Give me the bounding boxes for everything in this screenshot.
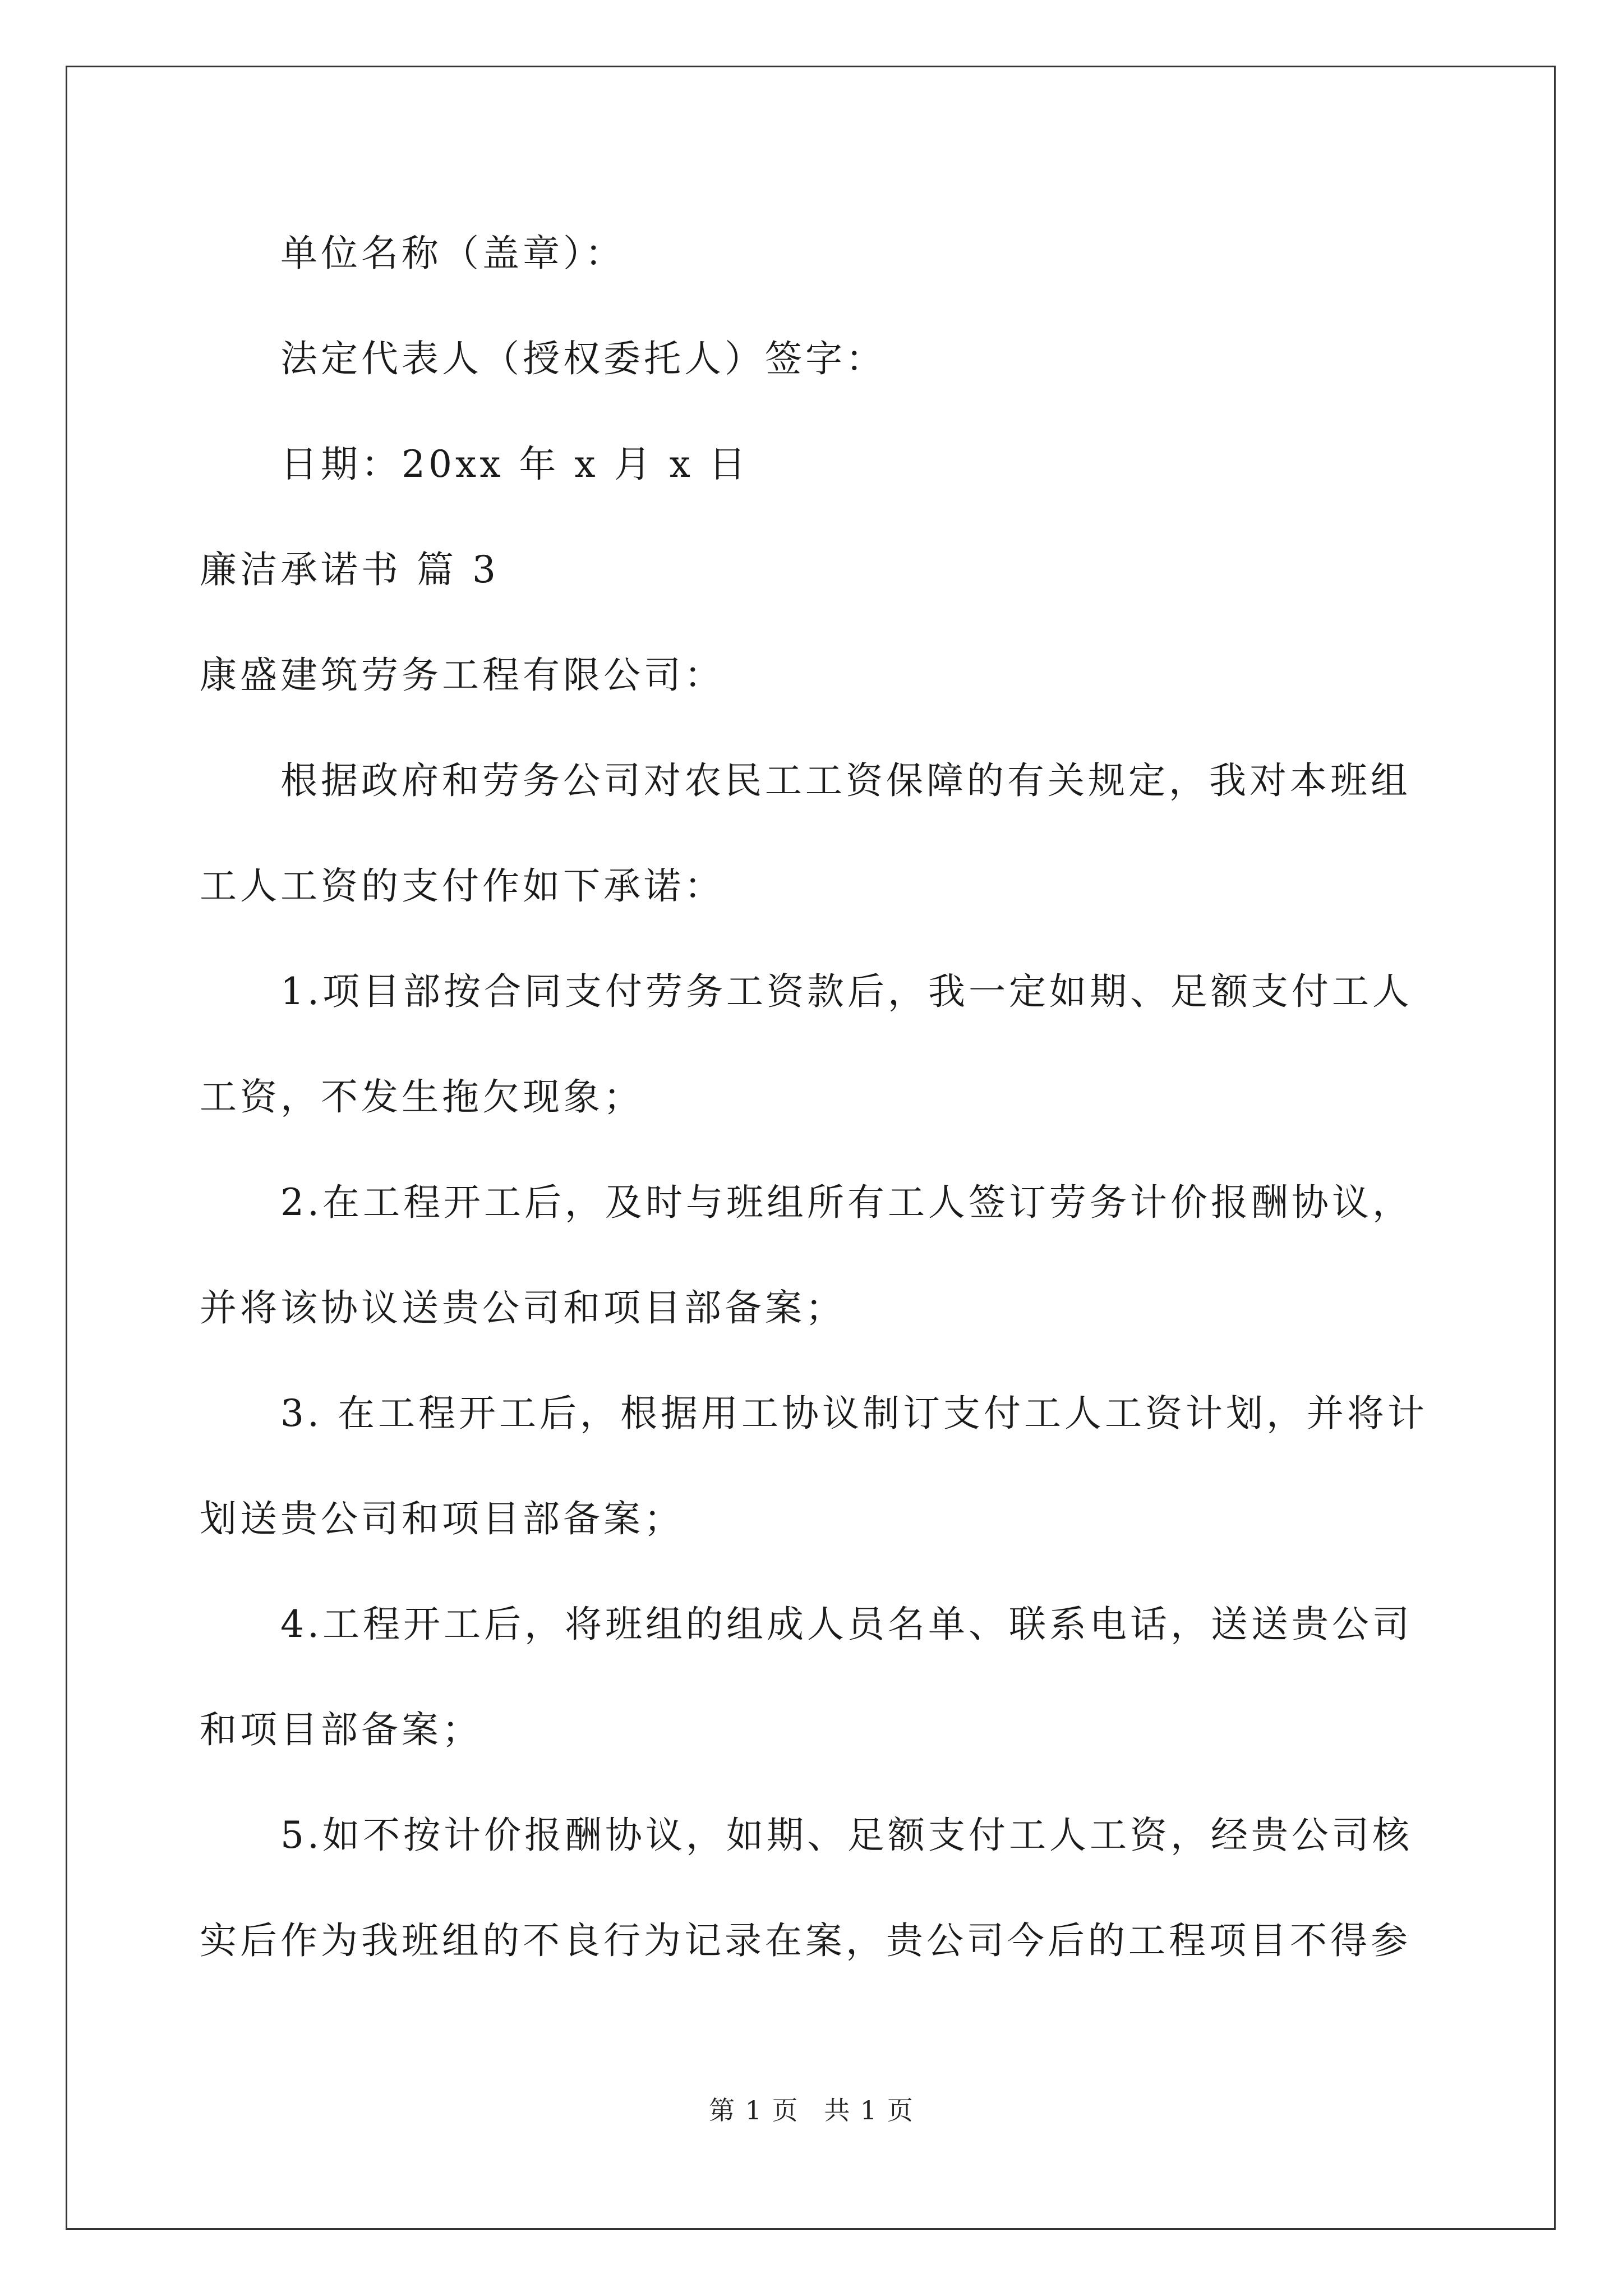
paragraph-line: 和项目部备案； (200, 1708, 482, 1751)
paragraph-line: 并将该协议送贵公司和项目部备案； (200, 1286, 846, 1329)
page-number-total: 共 1 页 (824, 2095, 914, 2125)
paragraph-line: 2.在工程开工后，及时与班组所有工人签订劳务计价报酬协议， (280, 1181, 1413, 1224)
paragraph-line: 工人工资的支付作如下承诺： (200, 864, 725, 908)
page-footer (0, 2093, 1623, 2127)
addressee-line: 康盛建筑劳务工程有限公司： (200, 654, 725, 697)
section-heading: 廉洁承诺书 篇 3 (200, 548, 499, 591)
page-border (66, 66, 1556, 2230)
paragraph-line: 工资，不发生拖欠现象； (200, 1075, 644, 1119)
paragraph-line: 1.项目部按合同支付劳务工资款后，我一定如期、足额支付工人 (280, 970, 1413, 1013)
page-number-current: 第 1 页 (709, 2095, 799, 2125)
paragraph-line: 5.如不按计价报酬协议，如期、足额支付工人工资，经贵公司核 (280, 1814, 1413, 1857)
unit-name-line: 单位名称（盖章）： (280, 232, 625, 275)
paragraph-line: 实后作为我班组的不良行为记录在案，贵公司今后的工程项目不得参 (200, 1919, 1411, 1962)
paragraph-line: 4.工程开工后，将班组的组成人员名单、联系电话，送送贵公司 (280, 1603, 1413, 1646)
date-line: 日期：20xx 年 x 月 x 日 (280, 443, 749, 486)
paragraph-line: 3. 在工程开工后，根据用工协议制订支付工人工资计划，并将计 (280, 1392, 1428, 1435)
paragraph-line: 划送贵公司和项目部备案； (200, 1497, 684, 1540)
legal-rep-signature-line: 法定代表人（授权委托人）签字： (280, 337, 886, 380)
paragraph-line: 根据政府和劳务公司对农民工工资保障的有关规定，我对本班组 (280, 759, 1411, 802)
